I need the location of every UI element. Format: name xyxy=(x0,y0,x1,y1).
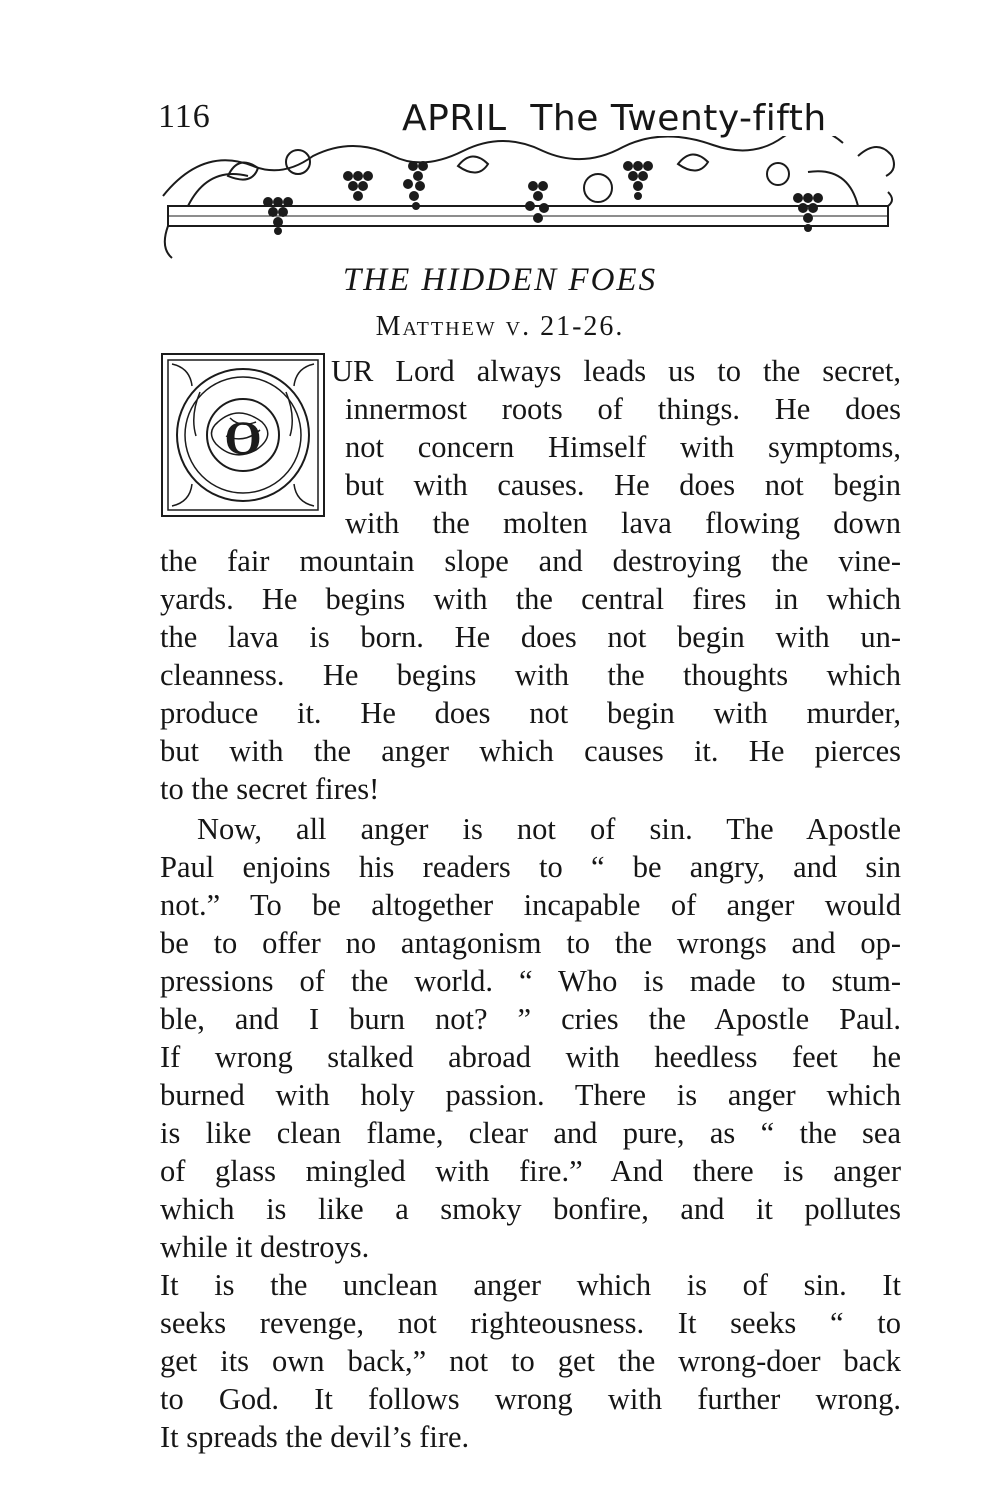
scripture-reference: Matthew v. 21-26. xyxy=(375,311,625,342)
text-line: pressions of the world. “ Who is made to stum- xyxy=(160,964,901,998)
text-line: to God. It follows wrong with further wrong. xyxy=(160,1382,901,1416)
reading-title: THE HIDDEN FOES xyxy=(342,262,658,298)
text-line: with the molten lava flowing down xyxy=(345,506,901,540)
text-line: UR Lord always leads us to the secret, xyxy=(331,354,901,388)
text-line: the fair mountain slope and destroying the vine- xyxy=(160,544,901,578)
text-line: It is the unclean anger which is of sin. It xyxy=(160,1268,901,1302)
page-number: 116 xyxy=(158,98,211,135)
text-line: which is like a smoky bonfire, and it pollutes xyxy=(160,1192,901,1226)
text-line: but with causes. He does not begin xyxy=(345,468,901,502)
text-line: but with the anger which causes it. He pierces xyxy=(160,734,901,768)
text-line: the lava is born. He does not begin with un- xyxy=(160,620,901,654)
text-line: not.” To be altogether incapable of anger would xyxy=(160,888,901,922)
text-line: If wrong stalked abroad with heedless feet he xyxy=(160,1040,901,1074)
text-line: Paul enjoins his readers to “ be angry, and sin xyxy=(160,850,901,884)
text-line: while it destroys. xyxy=(160,1230,370,1264)
text-line: innermost roots of things. He does xyxy=(345,392,901,426)
text-line: to the secret fires! xyxy=(160,772,380,806)
text-line: get its own back,” not to get the wrong-doer back xyxy=(160,1344,901,1378)
drop-cap-letter: O xyxy=(224,412,262,465)
text-line: It spreads the devil’s fire. xyxy=(160,1420,470,1454)
text-line: Now, all anger is not of sin. The Apostle xyxy=(197,812,901,846)
text-line: of glass mingled with fire.” And there is anger xyxy=(160,1154,901,1188)
text-line: yards. He begins with the central fires in which xyxy=(160,582,901,616)
text-line: cleanness. He begins with the thoughts which xyxy=(160,658,901,692)
text-line: is like clean flame, clear and pure, as “ the sea xyxy=(160,1116,901,1150)
day-label: The Twenty-fifth xyxy=(530,98,827,139)
text-line: produce it. He does not begin with murder, xyxy=(160,696,901,730)
text-line: not concern Himself with symptoms, xyxy=(345,430,901,464)
text-line: be to offer no antagonism to the wrongs and op- xyxy=(160,926,901,960)
text-line: seeks revenge, not righteousness. It seeks “ to xyxy=(160,1306,901,1340)
text-line: burned with holy passion. There is anger which xyxy=(160,1078,901,1112)
text-line: ble, and I burn not? ” cries the Apostle Paul. xyxy=(160,1002,901,1036)
month-label: APRIL xyxy=(402,98,507,139)
